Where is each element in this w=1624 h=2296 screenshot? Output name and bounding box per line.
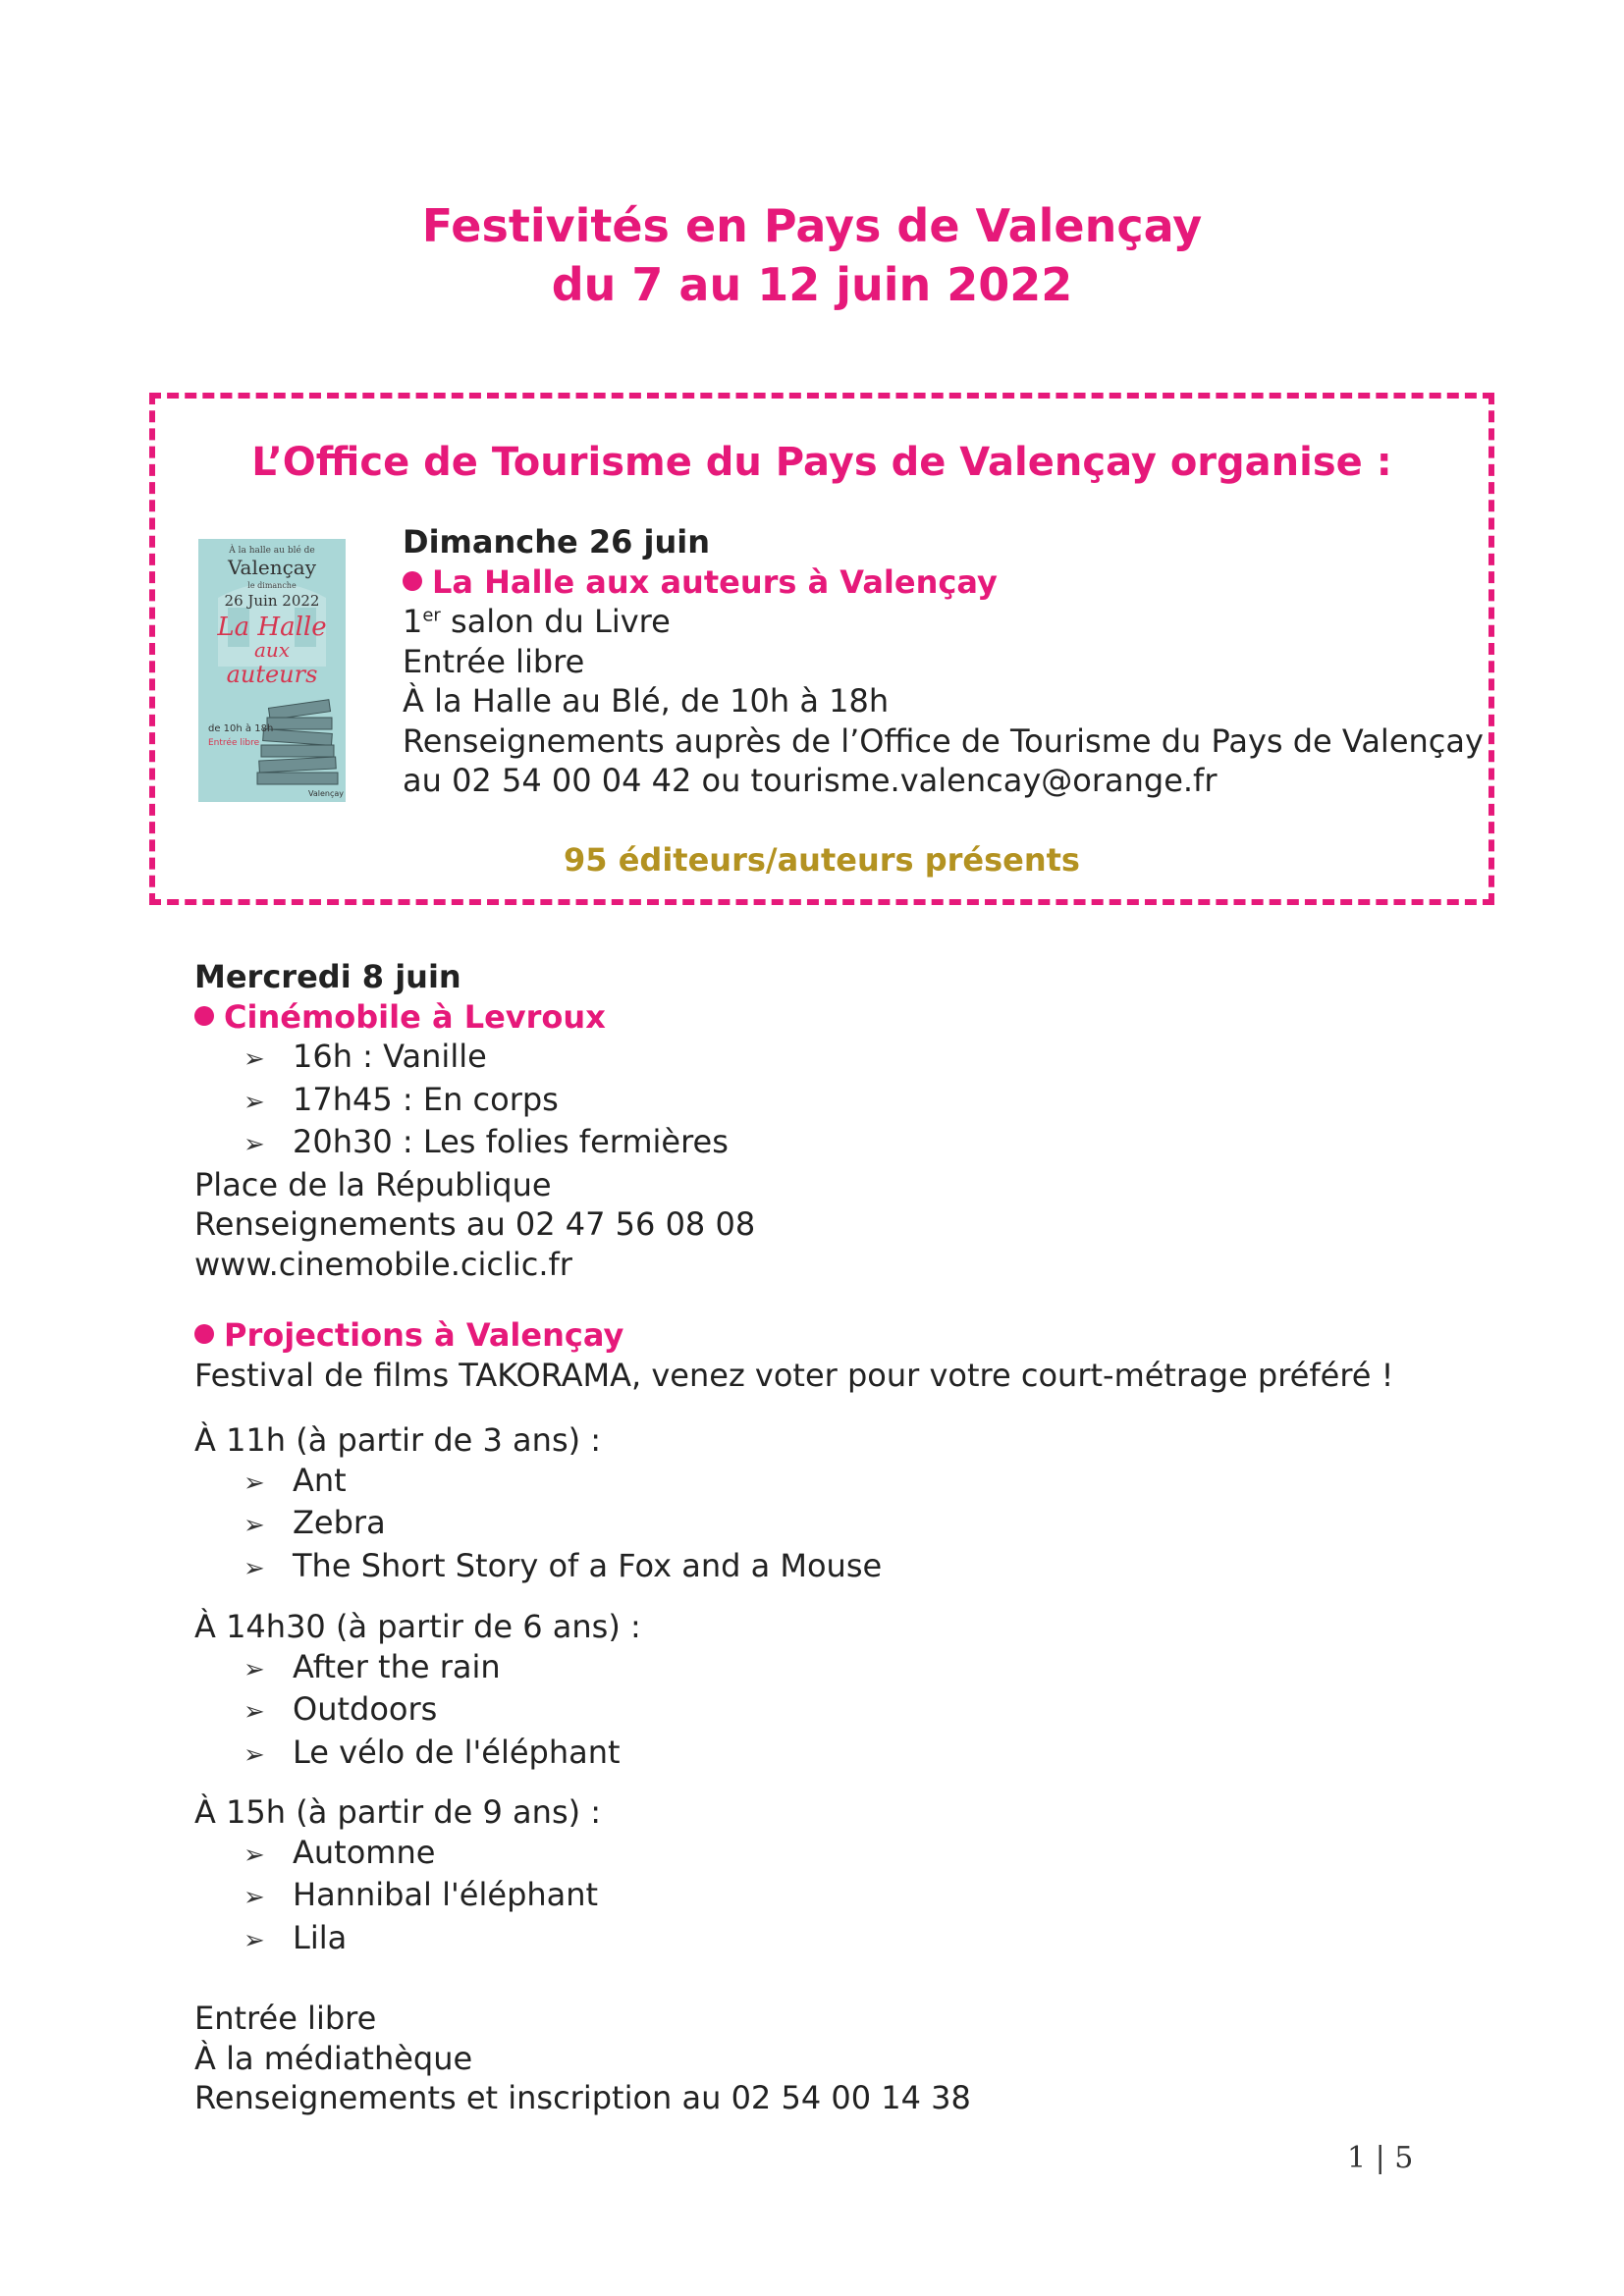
poster-top-text: À la halle au blé de: [229, 546, 315, 556]
bullet-dot-icon: [194, 1006, 214, 1026]
list-item: [194, 1503, 882, 1546]
list-item: [194, 1080, 755, 1123]
projections-entry: Entrée libre: [194, 2000, 377, 2037]
box-event-label: La Halle aux auteurs à Valençay: [432, 562, 998, 601]
list-item: [194, 1833, 601, 1876]
page-title-line2: du 7 au 12 juin 2022: [551, 258, 1073, 311]
event-poster: [198, 539, 346, 802]
projections-intro: Festival de films TAKORAMA, venez voter pour votre court-métrage préféré !: [194, 1356, 1394, 1394]
list-item: [194, 1918, 601, 1961]
poster-entry: Entrée libre: [208, 738, 260, 748]
bullet-dot-icon: [403, 571, 422, 591]
arrow-bullet-icon: ➢: [244, 1044, 265, 1074]
cinemobile-day: Mercredi 8 juin: [194, 958, 461, 995]
list-item-label: The Short Story of a Fox and a Mouse: [293, 1546, 883, 1584]
projections-footer: [194, 1999, 971, 2118]
list-item-label: Hannibal l'éléphant: [293, 1876, 599, 1913]
list-item-label: Automne: [293, 1833, 436, 1871]
list-item-label: Outdoors: [293, 1690, 438, 1728]
poster-sign: Valençay: [308, 789, 345, 798]
box-highlight: 95 éditeurs/auteurs présents: [564, 841, 1080, 879]
projections-group-2: [194, 1607, 641, 1775]
projections-group-1: [194, 1420, 882, 1588]
poster-date: 26 Juin 2022: [224, 592, 320, 610]
arrow-bullet-icon: ➢: [244, 1697, 265, 1727]
page-title-line1: Festivités en Pays de Valençay: [421, 199, 1203, 252]
list-item-label: 16h : Vanille: [293, 1038, 487, 1075]
poster-hours: de 10h à 18h: [208, 723, 274, 734]
cinemobile-section: [194, 957, 755, 1284]
cinemobile-place: Place de la République: [194, 1165, 552, 1203]
arrow-bullet-icon: ➢: [244, 1883, 265, 1912]
list-item: [194, 1122, 755, 1165]
projections-info: Renseignements et inscription au 02 54 00 14 38: [194, 2079, 971, 2116]
projections-place: À la médiathèque: [194, 2039, 473, 2077]
arrow-bullet-icon: ➢: [244, 1739, 265, 1770]
poster-name-line2: aux: [253, 638, 291, 662]
page-number: 1 | 5: [1347, 2141, 1414, 2175]
list-item-label: After the rain: [293, 1647, 501, 1685]
list-item: [194, 1733, 641, 1776]
projections-title-label: Projections à Valençay: [224, 1316, 624, 1354]
arrow-bullet-icon: ➢: [244, 1654, 265, 1684]
poster-town: Valençay: [227, 556, 317, 579]
list-item-label: Zebra: [293, 1504, 386, 1541]
box-day: Dimanche 26 juin: [403, 523, 711, 561]
group-heading: À 14h30 (à partir de 6 ans) :: [194, 1608, 641, 1645]
box-line2: Entrée libre: [403, 642, 585, 680]
box-line4: Renseignements auprès de l’Office de Tourisme du Pays de Valençay: [403, 721, 1484, 760]
arrow-bullet-icon: ➢: [244, 1553, 265, 1583]
box-event-title: [403, 562, 1484, 603]
cinemobile-info: Renseignements au 02 47 56 08 08: [194, 1205, 756, 1243]
projections-title: [194, 1315, 1393, 1356]
box-body: [403, 522, 1484, 801]
arrow-bullet-icon: ➢: [244, 1468, 265, 1498]
box-line1-sup: er: [422, 605, 441, 626]
poster-date-prefix: le dimanche: [247, 581, 297, 590]
box-line1: [403, 602, 1484, 642]
list-item: [194, 1689, 641, 1733]
list-item: [194, 1546, 882, 1589]
arrow-bullet-icon: ➢: [244, 1087, 265, 1117]
list-item-label: Ant: [293, 1461, 347, 1499]
bullet-dot-icon: [194, 1324, 214, 1344]
cinemobile-website: www.cinemobile.ciclic.fr: [194, 1245, 572, 1283]
cinemobile-title: [194, 997, 755, 1038]
cinemobile-title-label: Cinémobile à Levroux: [224, 997, 606, 1036]
box-line1-rest: salon du Livre: [440, 603, 671, 640]
list-item-label: 20h30 : Les folies fermières: [293, 1123, 729, 1160]
group-heading: À 15h (à partir de 9 ans) :: [194, 1793, 602, 1831]
projections-header: [194, 1315, 1393, 1395]
box-line3: À la Halle au Blé, de 10h à 18h: [403, 682, 890, 720]
list-item: [194, 1461, 882, 1504]
arrow-bullet-icon: ➢: [244, 1925, 265, 1955]
tourism-office-box: [149, 393, 1494, 905]
list-item: [194, 1647, 641, 1690]
poster-name-line3: auteurs: [226, 661, 318, 688]
arrow-bullet-icon: ➢: [244, 1840, 265, 1870]
group-heading: À 11h (à partir de 3 ans) :: [194, 1421, 602, 1459]
arrow-bullet-icon: ➢: [244, 1130, 265, 1159]
list-item-label: Lila: [293, 1918, 348, 1956]
box-line1-num: 1: [403, 603, 423, 640]
box-line5: au 02 54 00 04 42 ou tourisme.valencay@orange.fr: [403, 762, 1218, 799]
arrow-bullet-icon: ➢: [244, 1511, 265, 1540]
projections-group-3: [194, 1792, 601, 1960]
box-title: L’Office de Tourisme du Pays de Valençay organise :: [251, 440, 1392, 485]
poster-name-line1: La Halle: [217, 613, 327, 642]
list-item-label: 17h45 : En corps: [293, 1080, 559, 1118]
list-item: [194, 1875, 601, 1918]
list-item-label: Le vélo de l'éléphant: [293, 1733, 621, 1771]
list-item: [194, 1037, 755, 1080]
